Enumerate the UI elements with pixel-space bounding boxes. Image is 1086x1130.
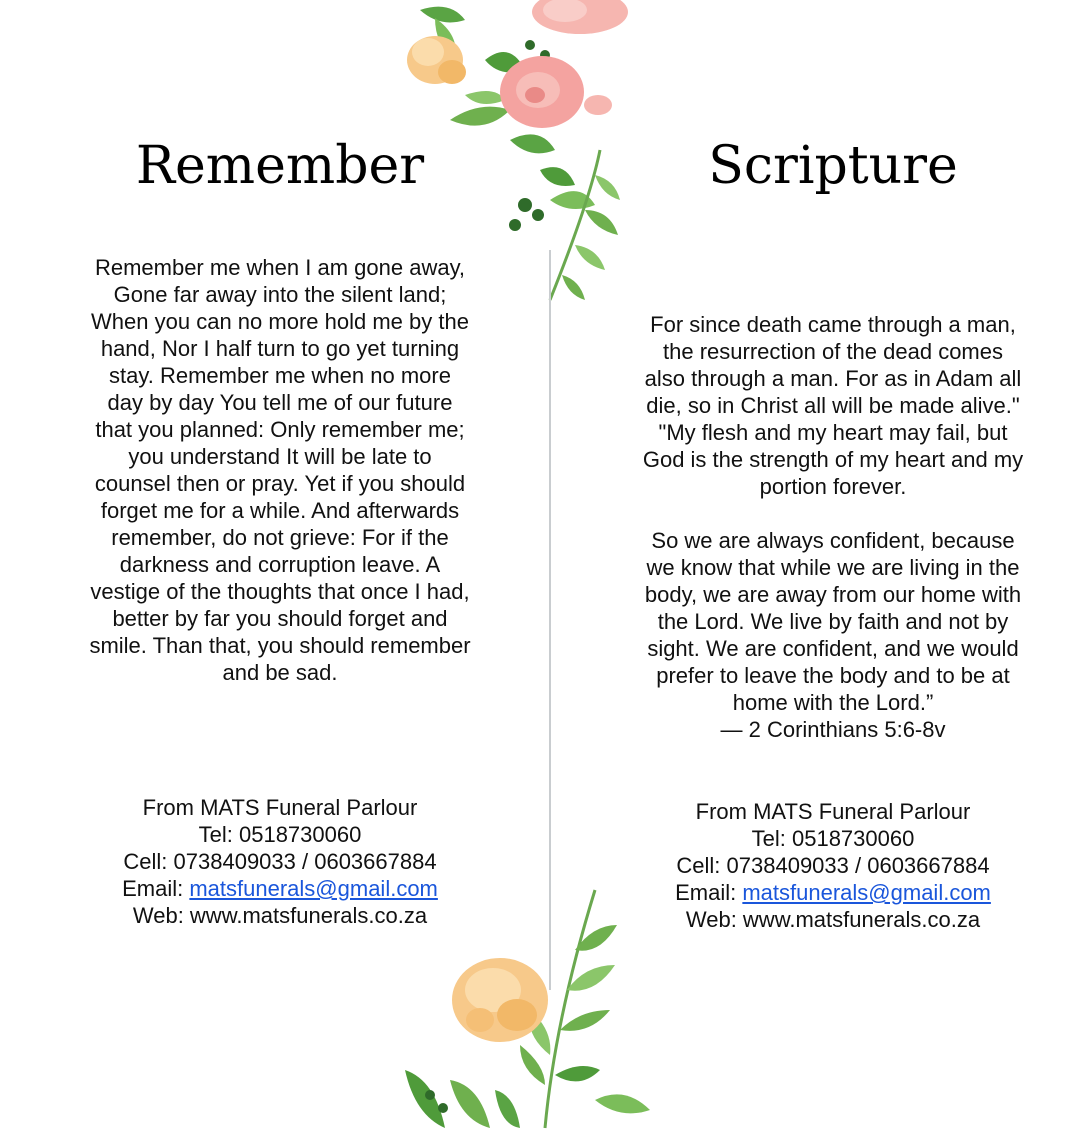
email-link[interactable]: matsfunerals@gmail.com xyxy=(742,880,991,905)
contact-email-row xyxy=(613,879,1053,906)
contact-cell: Cell: 0738409033 / 0603667884 xyxy=(676,853,990,878)
scripture-title: Scripture xyxy=(708,136,958,196)
rose-flowers-top xyxy=(500,0,628,128)
email-label: Email: xyxy=(675,880,743,905)
contact-cell: Cell: 0738409033 / 0603667884 xyxy=(123,849,437,874)
peach-flower-bottom xyxy=(452,958,548,1042)
contact-from: From MATS Funeral Parlour xyxy=(695,799,971,824)
email-link[interactable]: matsfunerals@gmail.com xyxy=(189,876,438,901)
contact-tel: Tel: 0518730060 xyxy=(751,826,915,851)
scripture-text: For since death came through a man, the resurrection of the dead comes also through a man. For as in Adam all die, so in Christ all will be made alive." "My flesh and my heart may fail, but God is the strength of my heart and my portion forever. So we are always confident, because we know that while we are living in the body, we are away from our home with the Lord. We live by faith and not by sight. We are confident, and we would prefer to leave the body and to be at home with the Lord.” — 2 Corinthians 5:6-8v xyxy=(642,312,1024,742)
email-label: Email: xyxy=(122,876,190,901)
contact-web: Web: www.matsfunerals.co.za xyxy=(132,903,428,928)
contact-web: Web: www.matsfunerals.co.za xyxy=(685,907,981,932)
contact-from: From MATS Funeral Parlour xyxy=(142,795,418,820)
remember-title: Remember xyxy=(135,136,425,196)
contact-block-left xyxy=(60,794,500,929)
contact-email-row xyxy=(60,875,500,902)
contact-tel: Tel: 0518730060 xyxy=(198,822,362,847)
contact-block-right xyxy=(613,798,1053,933)
peach-flower-top xyxy=(407,36,466,84)
remember-poem: Remember me when I am gone away, Gone far away into the silent land; When you can no more hold me by the hand, Nor I half turn to go yet turning stay. Remember me when no more day by day You tell me of our future that you planned: Only remember me; you understand It will be late to counsel then or pray. Yet if you should forget me for a while. And afterwards remember, do not grieve: For if the darkness and corruption leave. A vestige of the thoughts that once I had, better by far you should forget and smile. Than that, you should remember and be sad. xyxy=(89,255,471,685)
center-divider xyxy=(549,250,551,990)
